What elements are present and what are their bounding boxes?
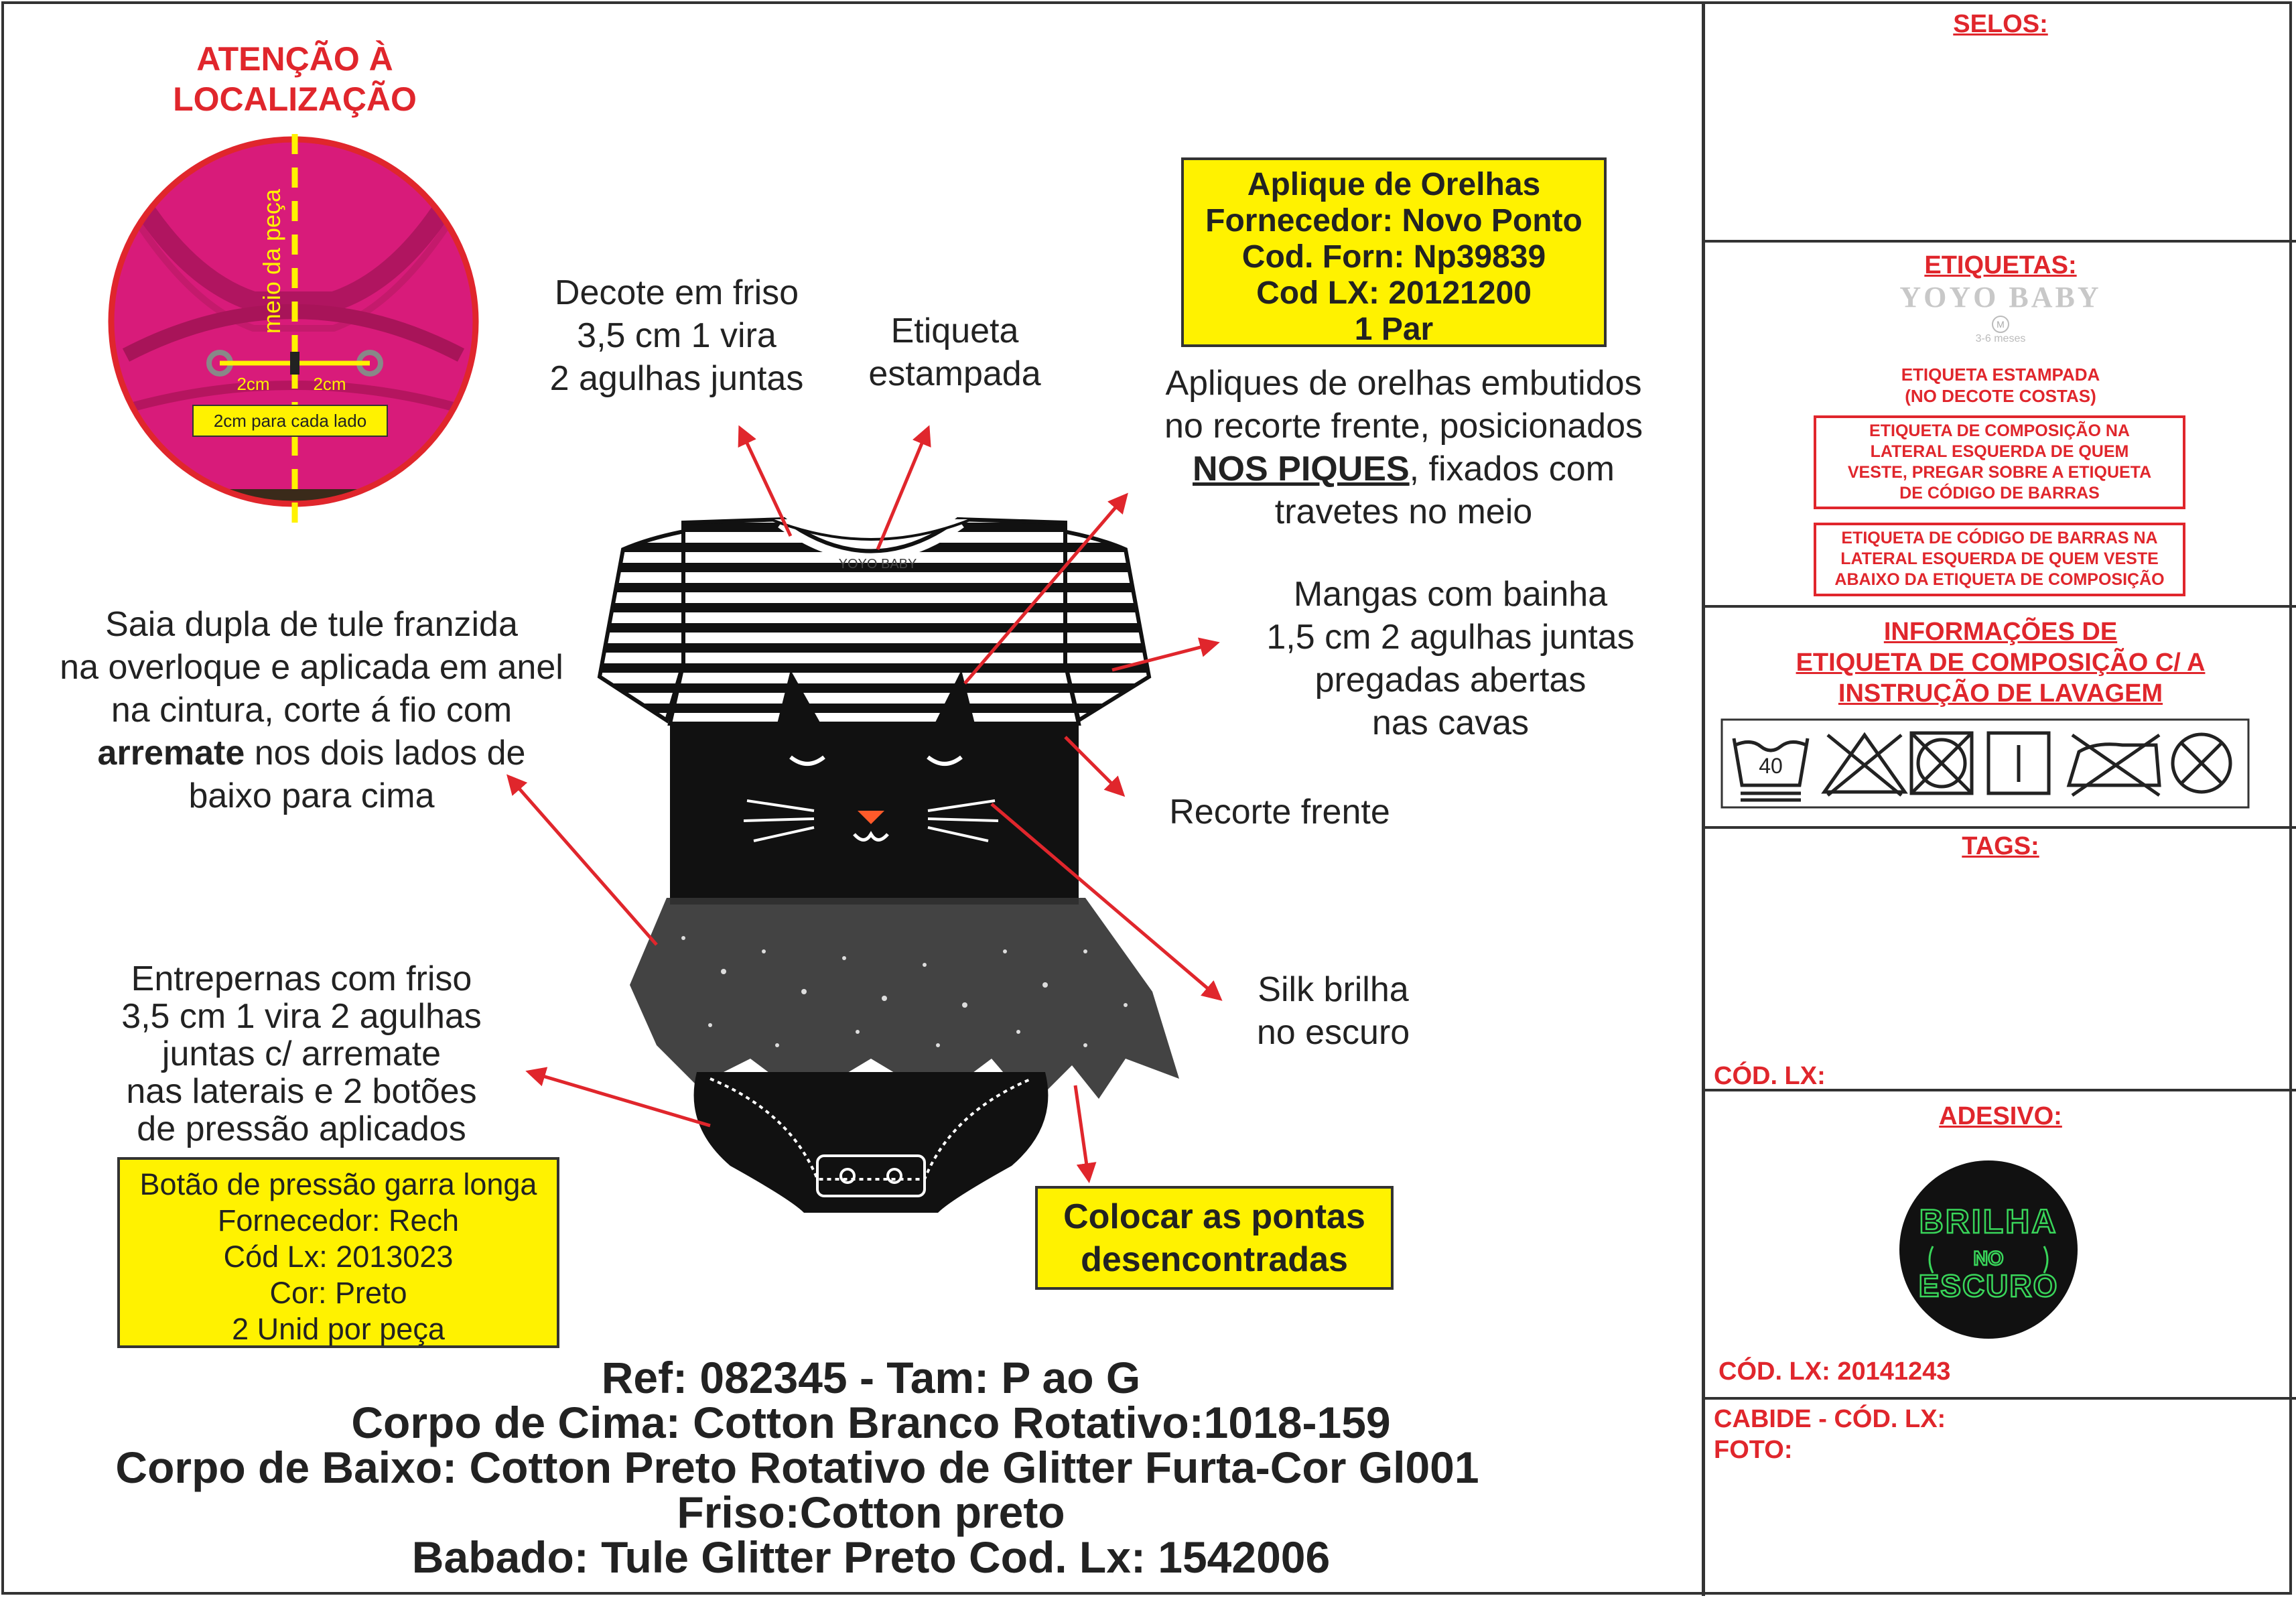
tags-code: CÓD. LX: xyxy=(1714,1062,1826,1090)
snap-box-line: Botão de pressão garra longa xyxy=(139,1167,537,1201)
size-mark xyxy=(1992,316,2009,333)
adesivo-title: ADESIVO: xyxy=(1939,1102,2062,1130)
note-skirt-line: na overloque e aplicada em anel xyxy=(60,648,563,687)
size-text: 3-6 meses xyxy=(1975,333,2026,344)
note-neckline-line: Decote em friso xyxy=(554,273,799,312)
center-label: meio da peça xyxy=(258,188,285,334)
localization-title-line2: LOCALIZAÇÃO xyxy=(173,80,417,118)
ear-supplier-line: Fornecedor: Novo Ponto xyxy=(1205,203,1582,239)
sticker-line1: BRILHA xyxy=(1919,1203,2058,1240)
note-neckline xyxy=(509,271,844,400)
note-ears xyxy=(1112,362,1695,533)
selos-title: SELOS: xyxy=(1953,10,2048,38)
snap-box-line: Fornecedor: Rech xyxy=(217,1203,460,1238)
composition-label-line: VESTE, PREGAR SOBRE A ETIQUETA xyxy=(1847,463,2152,482)
sticker-line3: ESCURO xyxy=(1918,1268,2059,1303)
printed-label-line: (NO DECOTE COSTAS) xyxy=(1905,386,2096,406)
adesivo-code: CÓD. LX: 20141243 xyxy=(1718,1357,1951,1386)
note-ears-line xyxy=(1112,448,1695,490)
cabide-code: CABIDE - CÓD. LX: xyxy=(1714,1405,1946,1433)
note-sleeves-line: Mangas com bainha xyxy=(1293,575,1608,614)
composition-label-line: DE CÓDIGO DE BARRAS xyxy=(1899,484,2100,503)
right-measure: 2cm xyxy=(313,374,346,394)
brand-name: YOYO BABY xyxy=(1899,281,2102,314)
note-ears-line: no recorte frente, posicionados xyxy=(1164,407,1643,446)
note-crotch-line: Entrepernas com friso xyxy=(131,959,472,998)
note-sleeves-line: pregadas abertas xyxy=(1314,661,1586,700)
info-title xyxy=(1705,616,2296,709)
snap-box-line: Cód Lx: 2013023 xyxy=(223,1240,454,1274)
snap-box-line: Cor: Preto xyxy=(269,1276,407,1310)
crotch-panel xyxy=(694,1072,1049,1213)
localization-title-line1: ATENÇÃO À xyxy=(196,40,393,78)
note-crotch xyxy=(80,960,523,1148)
snap-box xyxy=(117,1157,559,1348)
note-ears-line: travetes no meio xyxy=(1274,492,1533,531)
note-ears-line: Apliques de orelhas embutidos xyxy=(1165,364,1642,403)
note-skirt-line: Saia dupla de tule franzida xyxy=(105,605,518,644)
note-neckline-line: 2 agulhas juntas xyxy=(549,359,804,398)
arrow-points xyxy=(1075,1085,1089,1179)
caption-text: 2cm para cada lado xyxy=(213,411,367,431)
brand-label xyxy=(1705,280,2296,345)
note-skirt-line: na cintura, corte á fio com xyxy=(111,691,513,730)
tags-title: TAGS: xyxy=(1962,832,2039,860)
printed-label-note xyxy=(1705,364,2296,407)
points-box-line: desencontradas xyxy=(1081,1240,1348,1279)
spec-ruffle: Babado: Tule Glitter Preto Cod. Lx: 1542006 xyxy=(411,1532,1331,1582)
note-crotch-line: juntas c/ arremate xyxy=(161,1035,442,1073)
note-skirt xyxy=(33,603,590,817)
neck-label-brand: YOYO BABY xyxy=(838,557,917,572)
composition-label-line: LATERAL ESQUERDA DE QUEM xyxy=(1870,442,2129,461)
sidebar-divider-1 xyxy=(1702,240,2296,243)
ear-supplier-line: 1 Par xyxy=(1354,312,1434,347)
note-label-line: estampada xyxy=(868,354,1041,393)
points-box-line: Colocar as pontas xyxy=(1063,1197,1365,1236)
sidebar-divider-2 xyxy=(1702,605,2296,608)
note-label xyxy=(841,310,1069,395)
note-label-line: Etiqueta xyxy=(890,312,1019,350)
note-silk xyxy=(1219,968,1447,1054)
note-skirt-line: baixo para cima xyxy=(188,777,435,815)
ear-supplier-line: Cod. Forn: Np39839 xyxy=(1241,239,1546,275)
sidebar-divider-5 xyxy=(1702,1397,2296,1400)
left-measure: 2cm xyxy=(237,374,270,394)
snap-box-line: 2 Unid por peça xyxy=(232,1312,445,1346)
ear-supplier-box xyxy=(1181,157,1607,347)
wash-temp: 40 xyxy=(1759,754,1783,778)
info-title-line: INSTRUÇÃO DE LAVAGEM xyxy=(1838,679,2163,708)
spec-upper-body: Corpo de Cima: Cotton Branco Rotativo:1018-159 xyxy=(351,1398,1391,1447)
note-ears-rest: , fixados com xyxy=(1409,450,1615,488)
spec-lower-body: Corpo de Baixo: Cotton Preto Rotativo de Glitter Furta-Cor Gl001 xyxy=(115,1443,1479,1492)
note-crotch-line: nas laterais e 2 botões xyxy=(126,1072,477,1111)
composition-label-box xyxy=(1814,415,2185,509)
note-sleeves-line: 1,5 cm 2 agulhas juntas xyxy=(1266,618,1635,657)
sticker-line2: NO xyxy=(1973,1248,2004,1270)
glow-sticker xyxy=(1898,1159,2079,1340)
printed-label-line: ETIQUETA ESTAMPADA xyxy=(1901,364,2100,385)
barcode-label-line: ABAIXO DA ETIQUETA DE COMPOSIÇÃO xyxy=(1834,570,2165,589)
note-neckline-line: 3,5 cm 1 vira xyxy=(577,316,776,355)
note-crotch-line: de pressão aplicados xyxy=(137,1110,466,1148)
note-skirt-rest: nos dois lados de xyxy=(245,734,526,773)
note-silk-line: no escuro xyxy=(1256,1013,1410,1052)
note-sleeves-line: nas cavas xyxy=(1371,704,1530,742)
sidebar-divider-3 xyxy=(1702,826,2296,829)
note-crotch-line: 3,5 cm 1 vira 2 agulhas xyxy=(121,997,482,1036)
size-mark-text: M xyxy=(1997,319,2005,330)
foto-label: FOTO: xyxy=(1714,1436,1793,1464)
note-sleeves xyxy=(1206,573,1695,744)
info-title-line: ETIQUETA DE COMPOSIÇÃO C/ A xyxy=(1796,649,2206,677)
barcode-label-line: ETIQUETA DE CÓDIGO DE BARRAS NA xyxy=(1841,529,2158,547)
spec-ref: Ref: 082345 - Tam: P ao G xyxy=(601,1353,1141,1402)
note-front-cut xyxy=(1139,791,1420,834)
note-skirt-line xyxy=(33,732,590,775)
arrow-crotch xyxy=(529,1072,710,1126)
note-skirt-emphasis: arremate xyxy=(97,734,245,773)
points-box xyxy=(1035,1186,1394,1290)
care-symbols-box xyxy=(1720,718,2250,809)
ear-supplier-line: Cod LX: 20121200 xyxy=(1256,275,1532,311)
note-front-cut-line: Recorte frente xyxy=(1169,793,1390,831)
composition-label-line: ETIQUETA DE COMPOSIÇÃO NA xyxy=(1869,421,2130,440)
barcode-label-line: LATERAL ESQUERDA DE QUEM VESTE xyxy=(1840,549,2159,568)
info-title-line: INFORMAÇÕES DE xyxy=(1883,618,2118,646)
barcode-label-box xyxy=(1814,523,2185,596)
note-ears-emphasis: NOS PIQUES xyxy=(1193,450,1410,488)
note-silk-line: Silk brilha xyxy=(1258,970,1409,1009)
ear-supplier-line: Aplique de Orelhas xyxy=(1247,167,1541,202)
spec-trim: Friso:Cotton preto xyxy=(677,1487,1065,1537)
etiquetas-title: ETIQUETAS: xyxy=(1924,251,2077,279)
